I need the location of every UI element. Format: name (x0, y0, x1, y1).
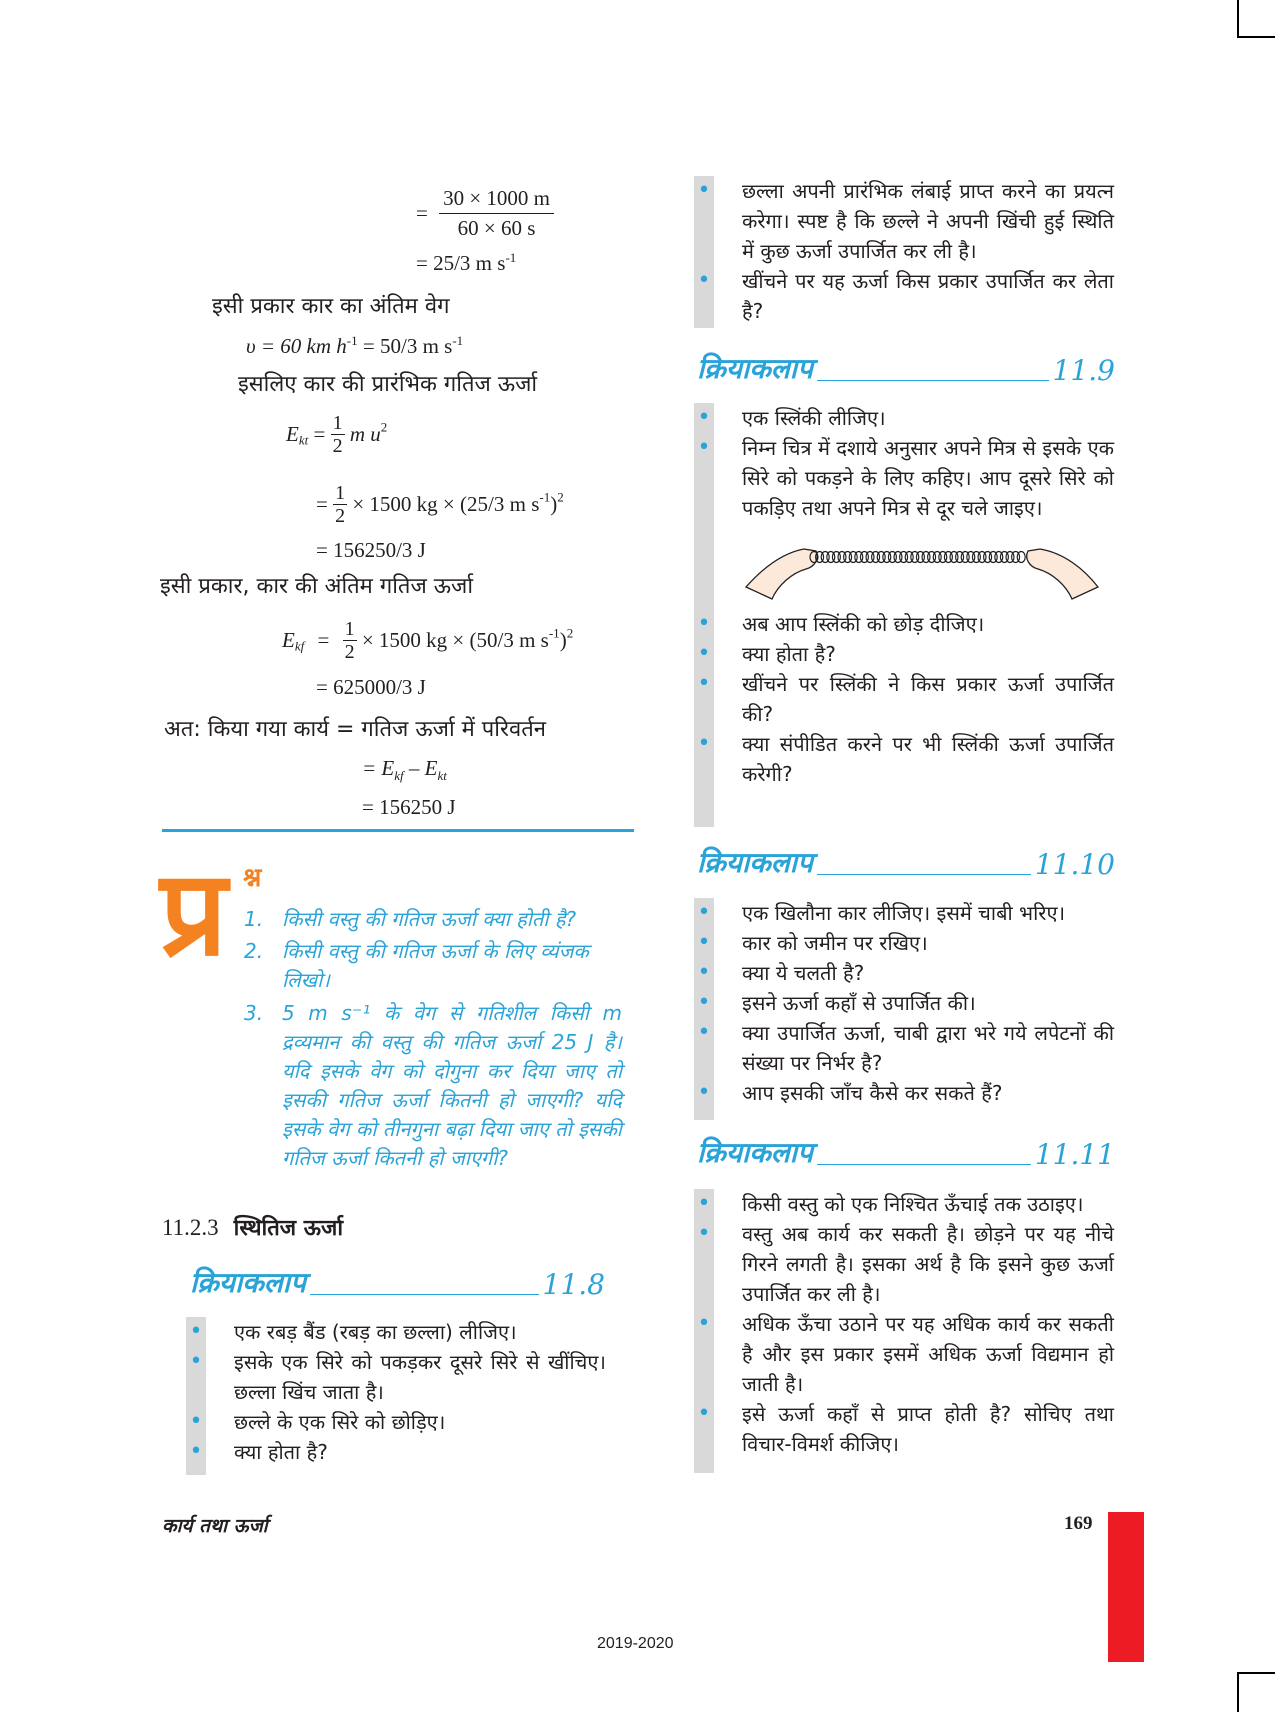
list-item-text: अब आप स्लिंकी को छोड़ दीजिए। (742, 612, 985, 636)
list-item (697, 1078, 1114, 1108)
list-item (697, 1189, 1114, 1219)
question-text: किसी वस्तु की गतिज ऊर्जा के लिए व्यंजक लिखो। (282, 939, 589, 992)
bullet-icon: • (697, 405, 711, 430)
list-item-text: क्या संपीडित करने पर भी स्लिंकी ऊर्जा उपार्जित करेगी? (742, 732, 1114, 786)
question-text: 5 m s⁻¹ के वेग से गतिशील किसी m द्रव्यमान की वस्तु की गतिज ऊर्जा 25 J है। यदि इसके वेग को दोगुना कर दिया जाए तो इसकी गतिज ऊर्जा कितनी हो जाएगी? यदि इसके वेग को तीनगुना बढ़ा दिया जाए तो इसकी गतिज ऊर्जा कितनी हो जाएगी? (282, 1001, 622, 1170)
eki-den: 2 (332, 435, 343, 457)
bullet-icon: • (697, 1080, 711, 1105)
bullet-icon: • (697, 435, 711, 460)
bullet-icon: • (697, 671, 711, 696)
calc1-denominator: 60 × 60 s (457, 216, 536, 240)
step2-rest: × 1500 kg × (25/3 m s (352, 492, 540, 516)
activity-list (189, 1317, 606, 1467)
question-item (244, 905, 622, 934)
ekf-result: = 625000/3 J (316, 675, 426, 699)
section-divider (162, 829, 634, 832)
list-item (697, 176, 1114, 266)
calc1-numerator: 30 × 1000 m (439, 186, 554, 214)
final-velocity-sup1: -1 (346, 333, 358, 348)
slinky-figure (742, 523, 1114, 609)
list-item (697, 266, 1114, 326)
activity-11-8-continued-box (694, 176, 1114, 328)
work-eq-b: – E (403, 756, 438, 780)
section-heading (162, 1212, 343, 1242)
bullet-icon: • (697, 900, 711, 925)
step2-sup2: 2 (557, 489, 564, 505)
activity-heading-line (817, 380, 1049, 381)
list-item (697, 403, 1114, 433)
final-velocity-eq-b: = 50/3 m s (357, 334, 453, 358)
activity-list (697, 898, 1114, 1108)
step3: = 156250/3 J (316, 538, 426, 562)
list-item (189, 1437, 606, 1467)
list-item-text: किसी वस्तु को एक निश्चित ऊँचाई तक उठाइए। (742, 1192, 1084, 1216)
page-number: 169 (1064, 1513, 1093, 1534)
activity-11-11-box (694, 1189, 1114, 1473)
activity-11-11-heading (697, 1133, 1115, 1171)
list-item (697, 669, 1114, 729)
questions-list (244, 905, 622, 1173)
list-item-text: क्या होता है? (742, 642, 836, 666)
question-text: किसी वस्तु की गतिज ऊर्जा क्या होती है? (282, 907, 577, 931)
list-item (697, 639, 1114, 669)
list-item (697, 433, 1114, 523)
step2-fraction (333, 482, 347, 527)
ekf-sup2: 2 (566, 625, 574, 641)
slinky-coils (810, 552, 1025, 563)
final-velocity-text: इसी प्रकार कार का अंतिम वेग (212, 294, 450, 319)
bullet-icon: • (697, 990, 711, 1015)
work-eq-sub2: kt (437, 768, 447, 784)
activity-number: 11.10 (1034, 848, 1115, 881)
eki-num: 1 (332, 412, 343, 434)
questions-heading-rest: श्न (243, 863, 262, 893)
bullet-icon: • (697, 641, 711, 666)
activity-11-9-box (694, 403, 1114, 827)
list-item-text: छल्ले के एक सिरे को छोड़िए। (234, 1410, 446, 1434)
ekf-rest: × 1500 kg × (50/3 m s (361, 628, 549, 652)
list-item-text: क्या ये चलती है? (742, 961, 865, 985)
list-item (697, 1018, 1114, 1078)
list-item-text: खींचने पर स्लिंकी ने किस प्रकार ऊर्जा उपार्जित की? (742, 672, 1114, 726)
bullet-icon: • (189, 1349, 203, 1374)
ekf-sub: kf (294, 638, 305, 654)
activity-label: क्रियाकलाप (190, 1266, 306, 1299)
ekf-E: E (282, 628, 295, 652)
question-number: 1. (244, 907, 264, 931)
bullet-icon: • (189, 1439, 203, 1464)
activity-heading-line (310, 1294, 539, 1295)
step2-num: 1 (335, 482, 346, 504)
bullet-icon: • (697, 268, 711, 293)
page-edge-marker (1108, 1512, 1144, 1662)
bullet-icon: • (697, 1221, 711, 1246)
activity-11-10-heading (697, 843, 1115, 881)
question-item (244, 999, 622, 1173)
list-item (189, 1407, 606, 1437)
list-item-text: वस्तु अब कार्य कर सकती है। छोड़ने पर यह नीचे गिरने लगती है। इसका अर्थ है कि इसने कुछ ऊर्जा उपार्जित कर ली है। (742, 1222, 1114, 1306)
list-item (189, 1317, 606, 1347)
list-item-text: इसके एक सिरे को पकड़कर दूसरे सिरे से खींचिए। छल्ला खिंच जाता है। (234, 1350, 606, 1404)
bullet-icon: • (697, 1311, 711, 1336)
list-item (697, 1309, 1114, 1399)
list-item (189, 1347, 606, 1407)
activity-heading-line (817, 874, 1031, 875)
calc1-result-sup: -1 (505, 250, 517, 265)
list-item-text: आप इसकी जाँच कैसे कर सकते हैं? (742, 1081, 1003, 1105)
list-item (697, 1219, 1114, 1309)
bullet-icon: • (697, 731, 711, 756)
activity-label: क्रियाकलाप (697, 1136, 813, 1169)
work-result: = 156250 J (362, 795, 456, 819)
ekf-eq: = (317, 628, 330, 652)
crop-mark-top-right (1237, 0, 1275, 38)
bullet-icon: • (697, 1191, 711, 1216)
ekf-num: 1 (344, 618, 355, 640)
activity-number: 11.9 (1052, 354, 1115, 387)
crop-mark-bottom-right (1237, 1672, 1275, 1712)
slinky-coil (1017, 552, 1025, 563)
initial-ke-text: इसलिए कार की प्रारंभिक गतिज ऊर्जा (238, 372, 538, 397)
list-item-text: एक रबड़ बैंड (रबड़ का छल्ला) लीजिए। (234, 1320, 517, 1344)
list-item (697, 898, 1114, 928)
bullet-icon: • (189, 1409, 203, 1434)
bullet-icon: • (697, 1020, 711, 1045)
question-item (244, 937, 622, 995)
bullet-icon: • (697, 1401, 711, 1426)
calc1-eq: = (416, 201, 428, 225)
activity-list (697, 176, 1114, 326)
bullet-icon: • (697, 960, 711, 985)
activity-number: 11.8 (542, 1268, 605, 1301)
list-item (697, 1399, 1114, 1459)
list-item-text: अधिक ऊँचा उठाने पर यह अधिक कार्य कर सकती है और इस प्रकार इसमें अधिक ऊर्जा विद्यमान हो जाती है। (742, 1312, 1114, 1396)
step2-equation (316, 482, 564, 527)
step2-den: 2 (335, 505, 346, 527)
step2-sup: -1 (539, 489, 551, 505)
eki-fraction (331, 412, 345, 457)
list-item (697, 988, 1114, 1018)
footer-chapter-title: कार्य तथा ऊर्जा (162, 1515, 268, 1537)
activity-list (697, 403, 1114, 789)
question-number: 3. (244, 1001, 264, 1025)
list-item-text: कार को जमीन पर रखिए। (742, 931, 928, 955)
list-item (697, 729, 1114, 789)
eki-E: E (286, 422, 299, 446)
list-item-text: खींचने पर यह ऊर्जा किस प्रकार उपार्जित कर लेता है? (742, 269, 1114, 323)
work-equation (362, 756, 447, 784)
ekf-equation (282, 618, 573, 663)
calc1 (416, 186, 554, 241)
bullet-icon: • (697, 611, 711, 636)
work-eq-a: = E (362, 756, 395, 780)
list-item-text: क्या उपार्जित ऊर्जा, चाबी द्वारा भरे गये लपेटनों की संख्या पर निर्भर है? (742, 1021, 1114, 1075)
question-number: 2. (244, 939, 264, 963)
final-ke-text: इसी प्रकार, कार की अंतिम गतिज ऊर्जा (160, 574, 474, 599)
list-item (697, 928, 1114, 958)
activity-list (697, 1189, 1114, 1459)
eki-sub: kt (298, 432, 309, 448)
section-title: स्थितिज ऊर्जा (233, 1216, 344, 1241)
list-item-text: छल्ला अपनी प्रारंभिक लंबाई प्राप्त करने का प्रयत्न करेगा। स्पष्ट है कि छल्ले ने अपनी खिंची हुई स्थिति में कुछ ऊर्जा उपार्जित कर ली है। (742, 179, 1114, 263)
bullet-icon: • (697, 930, 711, 955)
activity-11-8-heading (190, 1263, 605, 1301)
list-item-text: एक स्लिंकी लीजिए। (742, 406, 886, 430)
section-number: 11.2.3 (162, 1215, 219, 1240)
activity-11-9-heading (697, 349, 1115, 387)
calc1-fraction (439, 186, 554, 241)
ekf-sup: -1 (548, 625, 560, 641)
list-item-text: क्या होता है? (234, 1440, 328, 1464)
activity-number: 11.11 (1034, 1138, 1115, 1171)
ekf-fraction (343, 618, 357, 663)
list-item-text: निम्न चित्र में दशाये अनुसार अपने मित्र से इसके एक सिरे को पकड़ने के लिए कहिए। आप दूसरे सिरे को पकड़िए तथा अपने मित्र से दूर चले जाइए। (742, 436, 1114, 520)
eki-mu: m u (349, 422, 381, 446)
activity-11-10-box (694, 898, 1114, 1120)
final-velocity-sup2: -1 (452, 333, 464, 348)
eki-equation (286, 412, 387, 457)
list-item (697, 609, 1114, 639)
activity-11-8-box (186, 1317, 606, 1475)
step2-eq: = (316, 492, 328, 516)
questions-big-letter: प्र (160, 844, 228, 982)
work-eq-sub1: kf (394, 768, 404, 784)
activity-heading-line (817, 1164, 1031, 1165)
activity-label: क्रियाकलाप (697, 846, 813, 879)
calc1-result-text: = 25/3 m s (416, 251, 506, 275)
footer-year: 2019-2020 (597, 1635, 674, 1652)
ekf-den: 2 (344, 641, 355, 663)
final-velocity-equation (246, 333, 463, 359)
calc1-result (416, 250, 516, 276)
list-item-text: एक खिलौना कार लीजिए। इसमें चाबी भरिए। (742, 901, 1066, 925)
list-item (697, 958, 1114, 988)
list-item-text: इसे ऊर्जा कहाँ से प्राप्त होती है? सोचिए तथा विचार-विमर्श कीजिए। (742, 1402, 1114, 1456)
work-text: अत: किया गया कार्य = गतिज ऊर्जा में परिवर्तन (164, 717, 546, 742)
bullet-icon: • (189, 1319, 203, 1344)
step2-close: ) (550, 492, 558, 516)
eki-eq: = (313, 422, 326, 446)
activity-label: क्रियाकलाप (697, 352, 813, 385)
bullet-icon: • (697, 178, 711, 203)
list-item-text: इसने ऊर्जा कहाँ से उपार्जित की। (742, 991, 976, 1015)
final-velocity-eq-a: υ = 60 km h (246, 334, 347, 358)
slinky-illustration (742, 529, 1102, 607)
eki-sup: 2 (380, 419, 388, 435)
ekf-close: ) (559, 628, 567, 652)
